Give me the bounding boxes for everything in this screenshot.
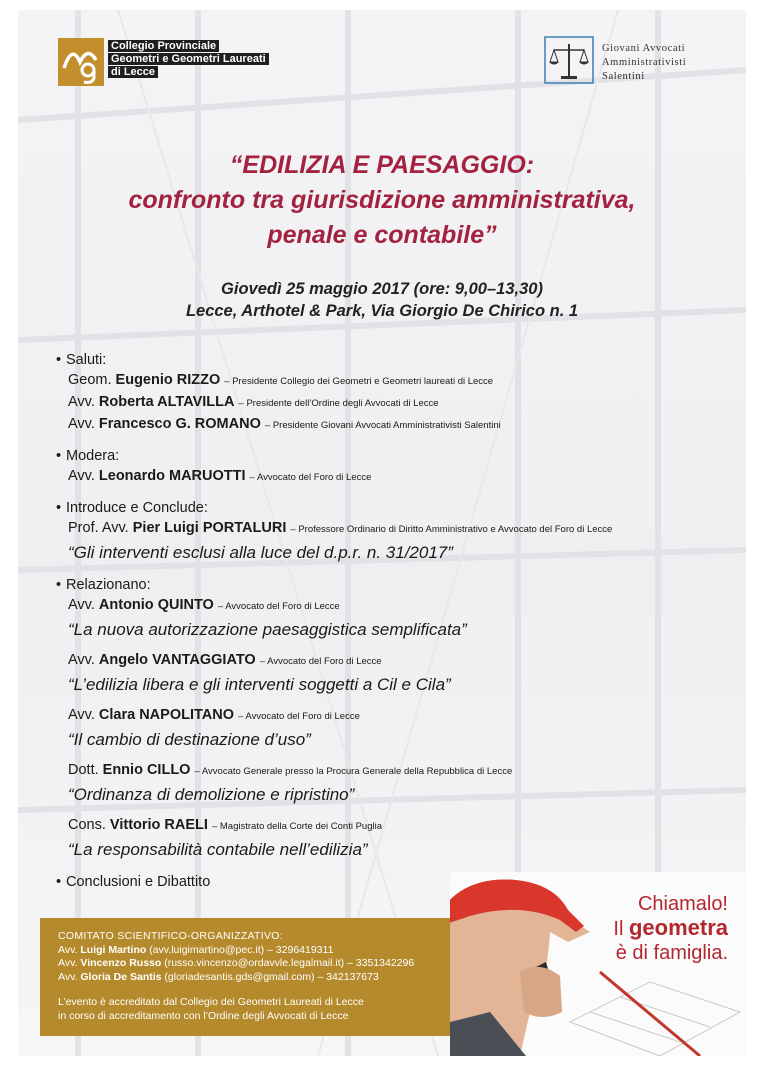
scales-of-justice-icon — [544, 36, 594, 84]
member-name: Gloria De Santis — [80, 970, 162, 983]
saluti-section — [56, 350, 736, 436]
speaker-role: – Presidente Collegio dei Geometri e Geometri laureati di Lecce — [224, 376, 494, 387]
speaker-role: – Presidente dell’Ordine degli Avvocati di Lecce — [238, 398, 439, 409]
prefix: Avv. — [68, 394, 95, 410]
talk-title: “La nuova autorizzazione paesaggistica semplificata” — [68, 620, 467, 639]
relazionano-label: Relazionano: — [66, 577, 151, 593]
prefix: Avv. — [68, 468, 95, 484]
modera-heading — [56, 446, 736, 466]
collegio-name — [108, 40, 269, 79]
speaker-name: Antonio QUINTO — [98, 597, 214, 613]
committee-title: COMITATO SCIENTIFICO-ORGANIZZATIVO: — [58, 930, 283, 942]
bullet: • — [56, 500, 62, 516]
speaker-line — [56, 595, 736, 617]
speaker-name: Angelo VANTAGGIATO — [98, 652, 256, 668]
introduce-section — [56, 498, 736, 565]
bullet: • — [56, 577, 62, 593]
speaker-role: – Avvocato Generale presso la Procura Generale della Repubblica di Lecce — [194, 766, 513, 777]
member-contact: (avv.luigimartino@pec.it) – 3296419311 — [149, 943, 334, 956]
slogan-line2 — [613, 916, 728, 941]
saluti-label: Saluti: — [66, 352, 107, 368]
talk-title: “Ordinanza di demolizione e ripristino” — [68, 785, 355, 804]
prefix: Cons. — [68, 817, 106, 833]
geometri-logo-icon — [58, 38, 104, 86]
prefix: Avv. — [68, 597, 95, 613]
prefix: Avv. — [58, 957, 78, 969]
speaker-line — [56, 466, 736, 488]
talk-title: “La responsabilità contabile nell’edilizia” — [68, 840, 368, 859]
speaker-name: Leonardo MARUOTTI — [98, 468, 246, 484]
accreditation-line2: in corso di accreditamento con l’Ordine degli Avvocati di Lecce — [58, 1009, 349, 1022]
committee-member — [58, 944, 478, 958]
prefix: Dott. — [68, 762, 99, 778]
bullet: • — [56, 874, 62, 890]
introduce-heading — [56, 498, 736, 518]
talk-title: “Il cambio di destinazione d’uso” — [68, 730, 311, 749]
event-title-line3: penale e contabile” — [267, 221, 497, 249]
promo-slogan — [613, 892, 728, 965]
modera-label: Modera: — [66, 448, 120, 464]
prefix: Avv. — [68, 707, 95, 723]
talk-title: “Gli interventi esclusi alla luce del d.p.r. n. 31/2017” — [68, 543, 453, 562]
gaas-name — [602, 42, 686, 84]
collegio-name-line2: Geometri e Geometri Laureati — [108, 53, 269, 65]
relazionano-section — [56, 575, 736, 862]
relazionano-heading — [56, 575, 736, 595]
event-date: Giovedì 25 maggio 2017 (ore: 9,00–13,30) — [221, 280, 543, 298]
member-contact: (gloriadesantis.gds@gmail.com) – 342137673 — [164, 970, 379, 983]
event-title — [18, 148, 746, 253]
event-place: Lecce, Arthotel & Park, Via Giorgio De Chirico n. 1 — [185, 302, 579, 320]
modera-section — [56, 446, 736, 488]
speaker-role: – Avvocato del Foro di Lecce — [217, 601, 340, 612]
committee-member — [58, 957, 478, 971]
bullet: • — [56, 352, 62, 368]
member-name: Vincenzo Russo — [80, 957, 162, 969]
program — [56, 350, 736, 902]
closing-label: Conclusioni e Dibattito — [66, 874, 211, 890]
speaker-role: – Avvocato del Foro di Lecce — [259, 656, 382, 667]
saluti-heading — [56, 350, 736, 370]
prefix: Geom. — [68, 372, 112, 388]
speaker-name: Clara NAPOLITANO — [98, 707, 234, 723]
speaker-line — [56, 650, 736, 672]
speaker-line — [56, 760, 736, 782]
speaker-role: – Professore Ordinario di Diritto Amministrativo e Avvocato del Foro di Lecce — [290, 524, 613, 535]
speaker-name: Ennio CILLO — [102, 762, 191, 778]
introduce-label: Introduce e Conclude: — [66, 500, 208, 516]
prefix: Prof. Avv. — [68, 520, 129, 536]
member-contact: (russo.vincenzo@ordavvle.legalmail.it) – 3351342296 — [164, 957, 415, 969]
prefix: Avv. — [58, 970, 78, 983]
speaker-line — [56, 370, 736, 392]
bullet: • — [56, 448, 62, 464]
speaker-role: – Magistrato della Corte dei Conti Puglia — [211, 821, 383, 832]
collegio-name-line1: Collegio Provinciale — [108, 40, 219, 52]
poster — [18, 10, 746, 1056]
gaas-name-line3: Salentini — [602, 71, 645, 82]
slogan-line2-pre: Il — [613, 918, 629, 940]
collegio-name-line3: di Lecce — [108, 66, 158, 78]
speaker-name: Vittorio RAELI — [109, 817, 208, 833]
prefix: Avv. — [68, 652, 95, 668]
event-title-line1: “EDILIZIA E PAESAGGIO: — [229, 151, 535, 179]
speaker-name: Pier Luigi PORTALURI — [132, 520, 287, 536]
speaker-role: – Avvocato del Foro di Lecce — [238, 711, 360, 722]
speaker-line — [56, 815, 736, 837]
talk-title: “L’edilizia libera e gli interventi soggetti a Cil e Cila” — [68, 675, 451, 694]
committee-member — [58, 971, 478, 985]
member-name: Luigi Martino — [80, 943, 147, 956]
speaker-name: Eugenio RIZZO — [115, 372, 221, 388]
event-details — [18, 278, 746, 322]
slogan-line2-bold: geometra — [628, 915, 728, 940]
prefix: Avv. — [58, 943, 78, 956]
prefix: Avv. — [68, 416, 95, 432]
accreditation-line1: L’evento è accreditato dal Collegio dei Geometri Laureati di Lecce — [58, 996, 364, 1008]
geometra-promo — [450, 872, 746, 1056]
speaker-name: Francesco G. ROMANO — [98, 416, 261, 432]
speaker-line — [56, 705, 736, 727]
event-title-line2: confronto tra giurisdizione amministrativa, — [128, 186, 636, 214]
speaker-name: Roberta ALTAVILLA — [98, 394, 235, 410]
slogan-line1: Chiamalo! — [637, 893, 728, 915]
speaker-line — [56, 392, 736, 414]
slogan-line3: è di famiglia. — [615, 942, 728, 964]
gaas-name-line2: Amministrativisti — [602, 57, 687, 68]
speaker-line — [56, 414, 736, 436]
gaas-name-line1: Giovani Avvocati — [602, 43, 686, 54]
committee-info — [58, 930, 478, 1023]
speaker-role: – Avvocato del Foro di Lecce — [249, 472, 372, 483]
speaker-line — [56, 518, 736, 540]
speaker-role: – Presidente Giovani Avvocati Amministrativisti Salentini — [264, 420, 501, 431]
